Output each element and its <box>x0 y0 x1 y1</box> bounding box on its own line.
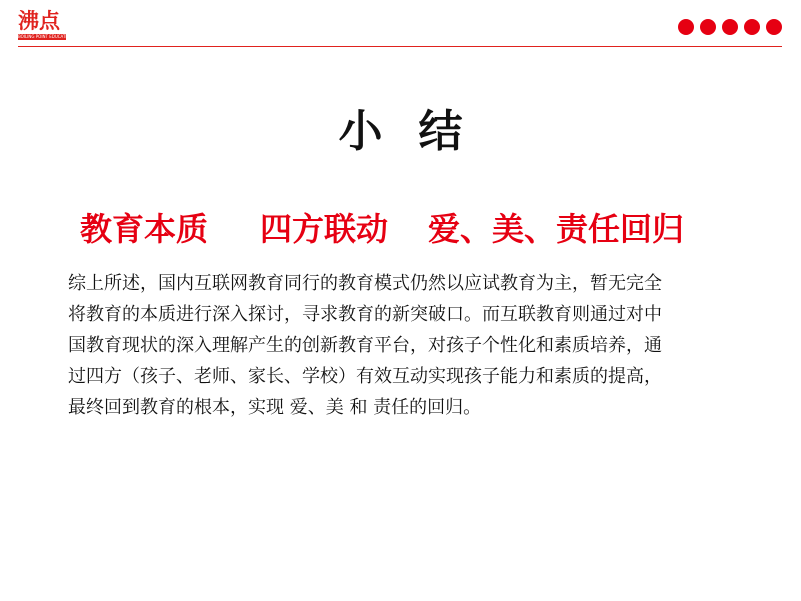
paragraph-line: 最终回到教育的根本，实现 爱、美 和 责任的回归。 <box>68 397 482 418</box>
dot-icon <box>722 19 738 35</box>
logo-subtext: BOILING POINT EDUCATION <box>18 34 73 39</box>
decorative-dots <box>678 19 782 35</box>
keyword-love-beauty-responsibility: 爱、美、责任回归 <box>428 210 685 248</box>
header-divider <box>18 46 782 47</box>
summary-paragraph <box>68 268 738 423</box>
paragraph-line: 国教育现状的深入理解产生的创新教育平台，对孩子个性化和素质培养，通 <box>68 335 662 356</box>
dot-icon <box>744 19 760 35</box>
paragraph-line: 过四方（孩子、老师、家长、学校）有效互动实现孩子能力和素质的提高， <box>68 366 662 387</box>
dot-icon <box>700 19 716 35</box>
dot-icon <box>766 19 782 35</box>
logo-text: 沸点 <box>18 8 60 33</box>
keyword-four-party: 四方联动 <box>260 210 389 248</box>
keyword-row <box>80 206 684 252</box>
paragraph-line: 综上所述，国内互联网教育同行的教育模式仍然以应试教育为主，暂无完全 <box>68 273 662 294</box>
slide-title: 小结 <box>338 106 499 157</box>
brand-logo <box>18 8 73 43</box>
keyword-essence: 教育本质 <box>80 210 209 248</box>
paragraph-line: 将教育的本质进行深入探讨，寻求教育的新突破口。而互联教育则通过对中 <box>68 304 662 325</box>
dot-icon <box>678 19 694 35</box>
